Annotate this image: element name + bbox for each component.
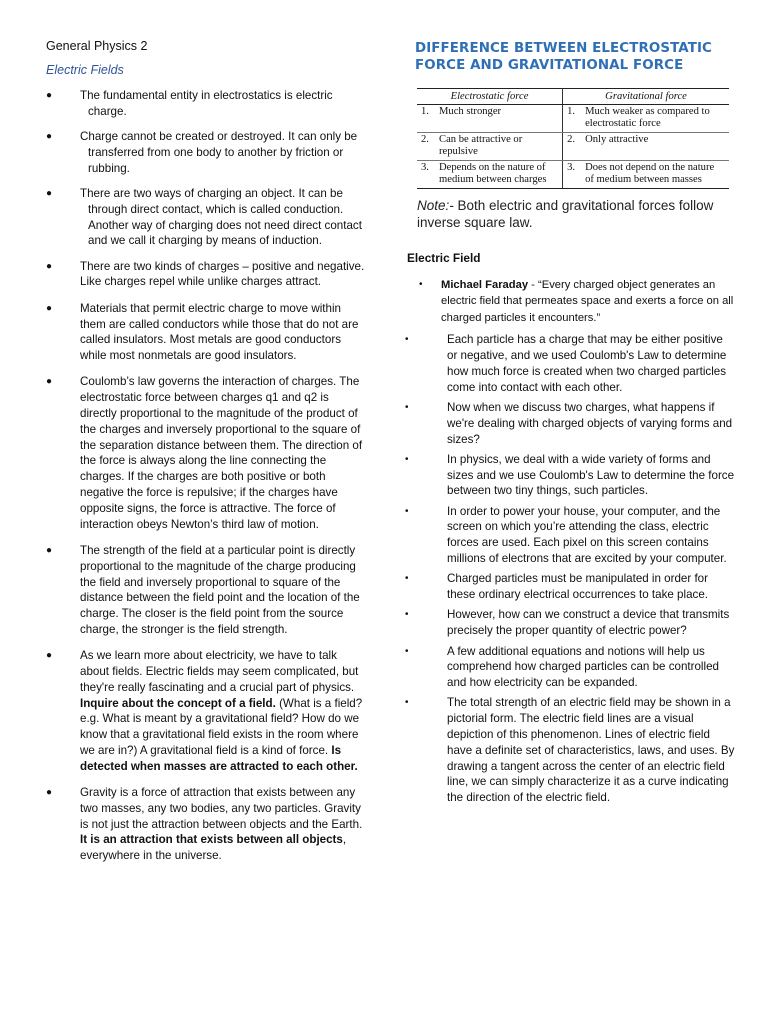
comparison-table [417,88,729,189]
left-column [46,38,368,875]
bullet-icon: ● [46,650,53,662]
document-title: General Physics 2 [46,39,148,53]
column-header-electrostatic: Electrostatic force [417,89,563,105]
bullet-icon: ● [46,260,53,272]
electric-field-heading: Electric Field [407,251,481,265]
list-item: ● As we learn more about electricity, we have to talk about fields. Electric fields may seem complicated, but they're really fascinating and a crucial part of physics. Inquire about the concept of a field. (What is a field? e.g. What is meant by a gravitational field? How do we know that a gravitational field exists in the room where we are in?) A gravitational field is a kind of force. Is detected when masses are attracted to each other. [46,649,363,773]
inverse-square-note: Note:- Both electric and gravitational forces follow inverse square law. [417,198,714,230]
section-subtitle: Electric Fields [46,63,124,77]
list-item: ● The strength of the field at a particular point is directly proportional to the magnitude of the charge producing the field and inversely proportional to square of the distance between the field point and the location of the charge. The closer is the field point from the source charge, the stronger is the field strength. [46,543,360,636]
bullet-icon: • [405,609,409,621]
bullet-icon: ● [46,90,53,101]
list-item: • Each particle has a charge that may be either positive or negative, and we used Coulomb's Law to determine how much force is created when two charged particles come into contact with each other. [405,333,727,394]
bullet-icon: • [405,505,409,517]
bullet-icon: • [405,401,409,413]
list-item: • Michael Faraday - “Every charged object generates an electric field that permeates space and exerts a force on all charged particles it encounters.” [419,279,734,324]
list-item: • However, how can we construct a device that transmits precisely the proper quantity of electric power? [405,608,730,638]
table-row: 3. Depends on the nature of medium between charges 3. Does not depend on the nature of medium between masses [417,161,729,189]
bullet-icon: ● [46,787,53,799]
charges-list [46,259,368,864]
list-item: • In physics, we deal with a wide variety of forms and sizes and we use Coulomb's Law to determine the force between two tiny things, such particles. [405,452,735,498]
list-item: ● Coulomb’s law governs the interaction of charges. The electrostatic force between charges q1 and q2 is directly proportional to the magnitude of the product of the charges and inversely proportional to the square of the separation distance between them. The direction of the force is always along the line connecting the charges. If the charges are both positive or both negative the force is repulsive; if the charges have opposite signs, the force is attractive. The force of interaction obeys Newton’s third law of motion. [46,375,363,531]
comparison-title: DIFFERENCE BETWEEN ELECTROSTATIC FORCE AND GRAVITATIONAL FORCE [415,41,712,73]
bullet-icon: ● [46,302,53,314]
list-item: ● Charge cannot be created or destroyed. It can only be transferred from one body to another by friction or rubbing. [46,130,358,175]
right-column [405,40,735,811]
list-item: • In order to power your house, your computer, and the screen on which you’re attending the class, electric forces are used. Each pixel on this screen contains millions of electrons that are excited by your computer. [405,504,727,566]
bullet-icon: • [405,334,409,346]
bullet-icon: • [419,279,423,290]
list-item: ● There are two kinds of charges – positive and negative. Like charges repel while unlike charges attract. [46,259,365,289]
list-item: ● The fundamental entity in electrostatics is electric charge. [46,89,333,118]
bullet-icon: • [405,697,409,709]
bullet-icon: • [405,645,409,657]
list-item: ● There are two ways of charging an object. It can be through direct contact, which is called conduction. Another way of charging does not need direct contact and we call it charging by means of induction. [46,186,362,248]
list-item: ● Gravity is a force of attraction that exists between any two masses, any two bodies, any two particles. Gravity is not just the attraction between objects and the Earth. It is an attraction that exists between all objects, everywhere in the universe. [46,786,363,863]
electric-field-list [405,277,735,806]
bullet-icon: ● [46,544,53,556]
table-header-row [417,89,729,105]
list-item: ● Materials that permit electric charge to move within them are called conductors while those that do not are called insulators. Most metals are good conductors while most nonmetals are good insulators. [46,301,359,363]
list-item: • The total strength of an electric field may be shown in a pictorial form. The electric field lines are a visual depiction of this phenomenon. Lines of electric field have a definite set of characteristics, laws, and uses. By drawing a tangent across the center of an electric field line, we can simply characterize it as a curve indicating the direction of the electric field. [405,696,735,805]
table-row: 2. Can be attractive or repulsive 2. Only attractive [417,133,729,161]
bullet-icon: • [405,573,409,585]
bullet-icon: • [405,453,409,465]
column-header-gravitational: Gravitational force [563,89,729,105]
list-item: • A few additional equations and notions will help us comprehend how charged particles can be controlled and how electricity can be expanded. [405,644,719,690]
list-item: • Now when we discuss two charges, what happens if we're dealing with charged objects of varying forms and sizes? [405,400,733,446]
faraday-name: Michael Faraday [441,279,529,291]
bullet-icon: ● [46,376,53,388]
bullet-icon: ● [46,131,53,143]
table-row: 1. Much stronger 1. Much weaker as compared to electrostatic force [417,105,729,133]
bullet-icon: ● [46,187,53,199]
electrostatics-basics-list [46,88,368,249]
list-item: • Charged particles must be manipulated in order for these ordinary electrical occurrences to take place. [405,572,708,602]
